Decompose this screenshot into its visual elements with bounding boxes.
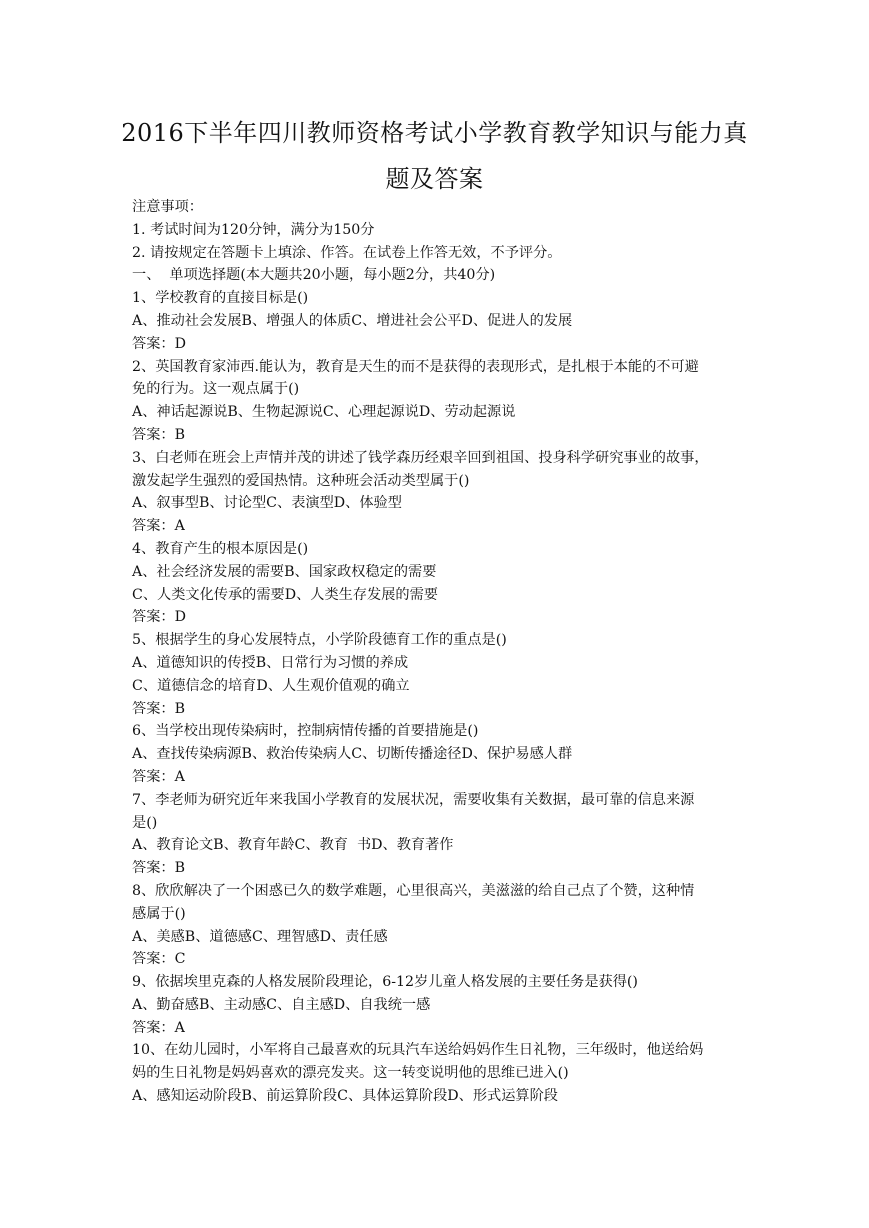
text-line: 2. 请按规定在答题卡上填涂、作答。在试卷上作答无效，不予评分。 [132,244,562,261]
text-line: A、叙事型B、讨论型C、表演型D、体验型 [132,495,402,512]
title-line-1: 2016下半年四川教师资格考试小学教育教学知识与能力真 [121,119,748,147]
text-line: 答案：D [132,609,186,626]
text-line: 答案：B [132,860,185,877]
text-line: 9、依据埃里克森的人格发展阶段理论，6-12岁儿童人格发展的主要任务是获得() [132,974,638,991]
text-line: A、推动社会发展B、增强人的体质C、增进社会公平D、促进人的发展 [132,312,573,329]
text-line: 10、在幼儿园时，小军将自己最喜欢的玩具汽车送给妈妈作生日礼物，三年级时，他送给妈 [132,1042,704,1059]
text-line: A、神话起源说B、生物起源说C、心理起源说D、劳动起源说 [132,404,516,421]
text-line: 3、白老师在班会上声情并茂的讲述了钱学森历经艰辛回到祖国、投身科学研究事业的故事， [132,449,709,466]
text-line: A、勤奋感B、主动感C、自主感D、自我统一感 [132,996,431,1013]
text-line: 妈的生日礼物是妈妈喜欢的漂亮发夹。这一转变说明他的思维已进入() [132,1065,569,1082]
document-title [80,110,789,202]
text-line: 感属于() [132,905,186,922]
text-line: 6、当学校出现传染病时，控制病情传播的首要措施是() [132,723,479,740]
text-line: 是() [132,814,158,831]
text-line: A、社会经济发展的需要B、国家政权稳定的需要 [132,563,437,580]
text-line: C、道德信念的培育D、人生观价值观的确立 [132,677,410,694]
text-line: 激发起学生强烈的爱国热情。这种班会活动类型属于() [132,472,470,489]
text-line: 一、 单项选择题(本大题共20小题，每小题2分，共40分) [132,267,496,284]
text-line: 注意事项： [132,199,203,215]
text-line: A、感知运动阶段B、前运算阶段C、具体运算阶段D、形式运算阶段 [132,1088,558,1105]
text-line: 答案：C [132,951,186,968]
text-line: 答案：D [132,335,186,352]
text-line: A、查找传染病源B、救治传染病人C、切断传播途径D、保护易感人群 [132,746,573,763]
text-line: 答案：B [132,426,185,443]
text-line: A、道德知识的传授B、日常行为习惯的养成 [132,654,409,671]
text-line: 答案：A [132,518,185,535]
text-line: A、教育论文B、教育年龄C、教育 书D、教育著作 [132,837,454,854]
text-line: 7、李老师为研究近年来我国小学教育的发展状况，需要收集有关数据，最可靠的信息来源 [132,791,695,808]
text-line: 8、欣欣解决了一个困惑已久的数学难题，心里很高兴，美滋滋的给自己点了个赞，这种情 [132,882,695,899]
document-body [132,196,742,1108]
text-line: 免的行为。这一观点属于() [132,381,300,398]
text-line: A、美感B、道德感C、理智感D、责任感 [132,928,388,945]
text-line: 4、教育产生的根本原因是() [132,540,309,557]
text-line: 答案：B [132,700,185,717]
text-line: 1、学校教育的直接目标是() [132,290,309,307]
title-line-2: 题及答案 [385,165,484,193]
text-line: 答案：A [132,1019,185,1036]
text-line: 5、根据学生的身心发展特点，小学阶段德育工作的重点是() [132,632,507,649]
text-line: 2、英国教育家沛西.能认为，教育是天生的而不是获得的表现形式，是扎根于本能的不可避 [132,358,699,375]
text-line: 1. 考试时间为120分钟，满分为150分 [132,221,375,238]
text-line: C、人类文化传承的需要D、人类生存发展的需要 [132,586,438,603]
text-line: 答案：A [132,768,185,785]
